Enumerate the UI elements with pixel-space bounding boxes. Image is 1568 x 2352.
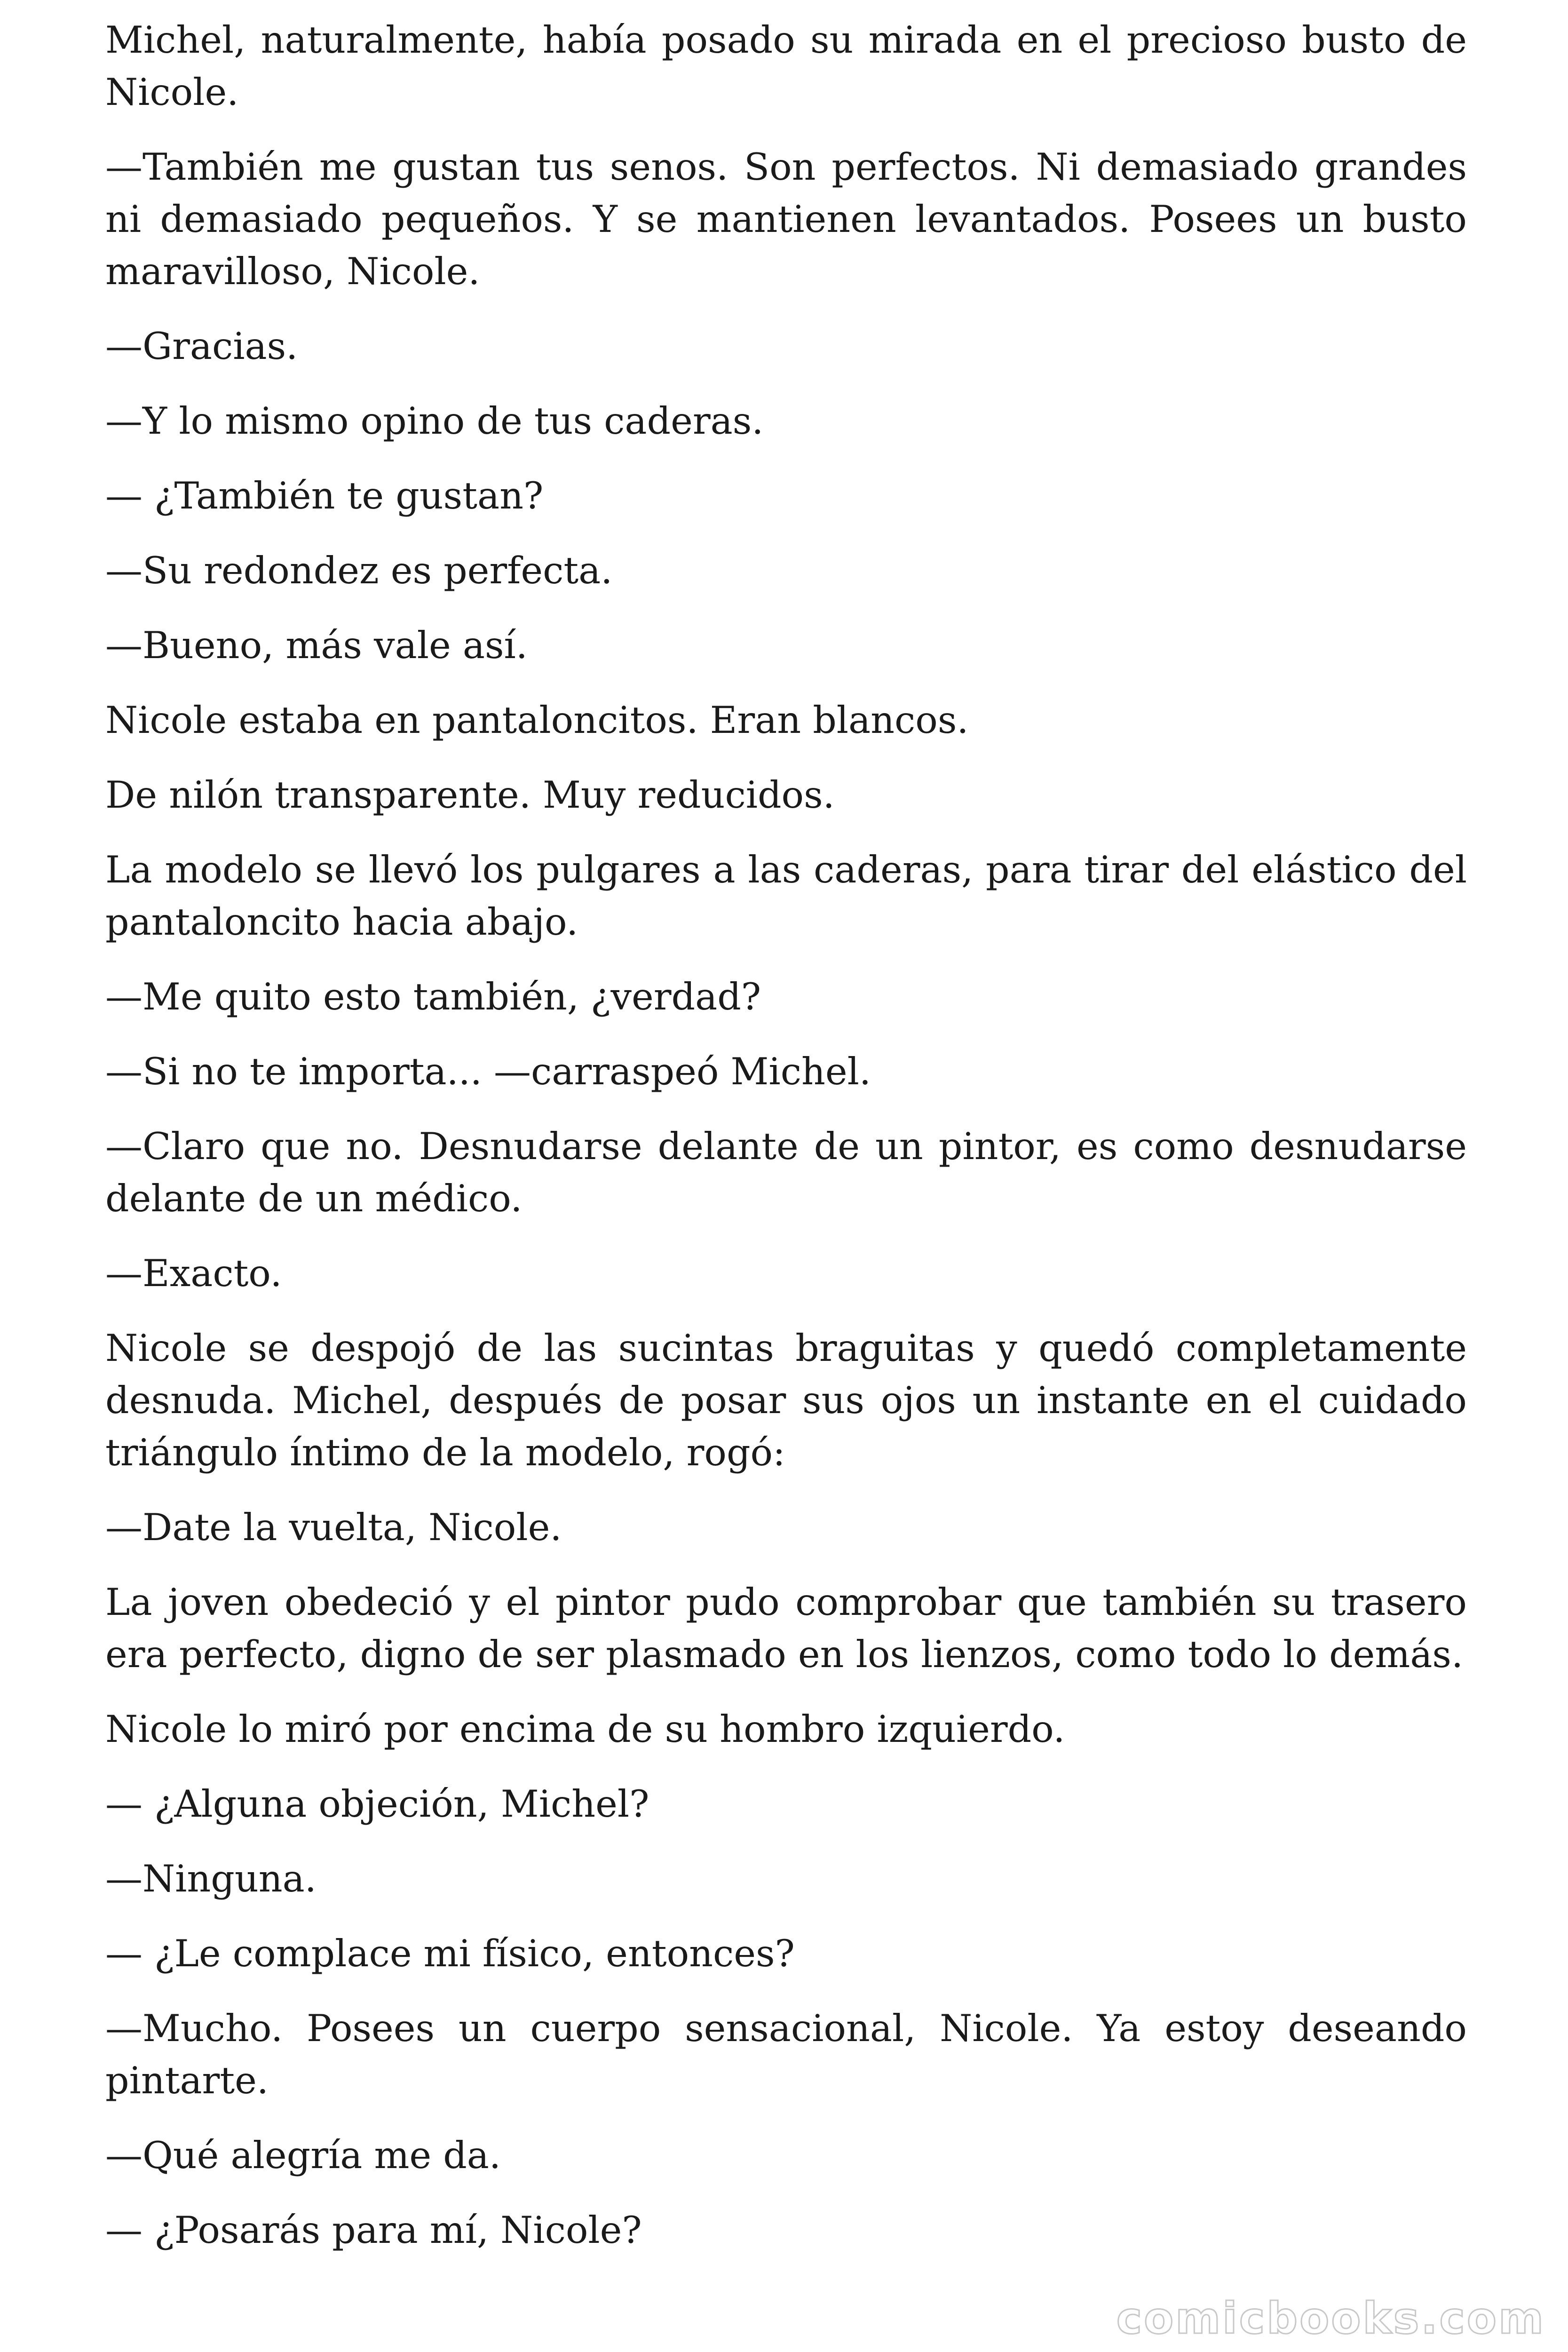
paragraph-9: De nilón transparente. Muy reducidos. — [105, 773, 835, 817]
paragraph-12: —Si no te importa... —carraspeó Michel. — [105, 1050, 871, 1093]
paragraph-5: — ¿También te gustan? — [105, 474, 544, 517]
paragraph-14: —Exacto. — [105, 1252, 282, 1295]
paragraph-2: —También me gustan tus senos. Son perfectos. Ni demasiado grandes ni demasiado pequeños. Y se mantienen levantados. Posees un busto maravilloso, Nicole. — [105, 145, 1467, 293]
paragraph-11: —Me quito esto también, ¿verdad? — [105, 975, 761, 1018]
paragraph-21: — ¿Le complace mi físico, entonces? — [105, 1932, 795, 1975]
paragraph-6: —Su redondez es perfecta. — [105, 549, 613, 592]
paragraph-18: Nicole lo miró por encima de su hombro izquierdo. — [105, 1708, 1065, 1751]
paragraph-16: —Date la vuelta, Nicole. — [105, 1506, 562, 1549]
paragraph-15: Nicole se despojó de las sucintas braguitas y quedó completamente desnuda. Michel, después de posar sus ojos un instante en el cuidado triángulo íntimo de la modelo, rogó: — [105, 1327, 1467, 1474]
paragraph-20: —Ninguna. — [105, 1857, 317, 1900]
paragraph-24: — ¿Posarás para mí, Nicole? — [105, 2209, 642, 2252]
paragraph-1: Michel, naturalmente, había posado su mirada en el precioso busto de Nicole. — [105, 18, 1467, 114]
watermark: comicbooks.com — [1116, 2293, 1545, 2344]
paragraph-7: —Bueno, más vale así. — [105, 624, 528, 667]
paragraph-23: —Qué alegría me da. — [105, 2134, 501, 2177]
paragraph-22: —Mucho. Posees un cuerpo sensacional, Nicole. Ya estoy deseando pintarte. — [105, 2007, 1467, 2102]
paragraph-4: —Y lo mismo opino de tus caderas. — [105, 399, 764, 443]
paragraph-3: —Gracias. — [105, 325, 298, 368]
paragraph-10: La modelo se llevó los pulgares a las caderas, para tirar del elástico del pantaloncito hacia abajo. — [105, 848, 1467, 944]
paragraph-17: La joven obedeció y el pintor pudo comprobar que también su trasero era perfecto, digno de ser plasmado en los lienzos, como todo lo demás. — [105, 1581, 1467, 1676]
paragraph-13: —Claro que no. Desnudarse delante de un pintor, es como desnudarse delante de un médico. — [105, 1125, 1467, 1220]
book-page-text — [105, 14, 1467, 2279]
paragraph-8: Nicole estaba en pantaloncitos. Eran blancos. — [105, 699, 969, 742]
paragraph-19: — ¿Alguna objeción, Michel? — [105, 1782, 649, 1826]
